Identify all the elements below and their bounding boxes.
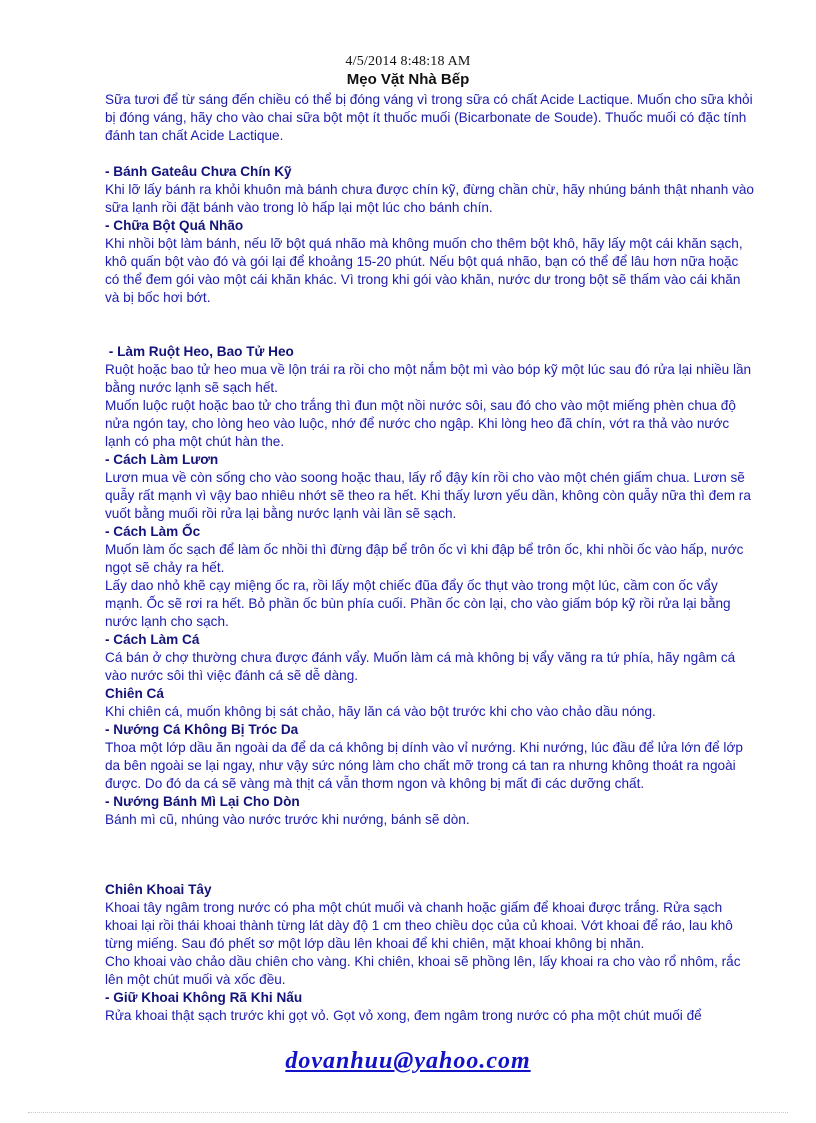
document-title: Mẹo Vặt Nhà Bếp bbox=[346, 71, 470, 88]
section-paragraph-khoai-tay-2: Cho khoai vào chảo dầu chiên cho vàng. Khi chiên, khoai sẽ phồng lên, lấy khoai ra cho vào rổ nhôm, rắc lên một chút muối và xốc đều. bbox=[105, 954, 741, 987]
section-paragraph-oc-1: Muốn làm ốc sạch để làm ốc nhồi thì đừng đập bể trôn ốc vì khi đập bể trôn ốc, khi nhồi ốc vào hấp, nước ngọt sẽ chảy ra hết. bbox=[105, 542, 744, 575]
document-date: 4/5/2014 8:48:18 AM bbox=[345, 54, 471, 69]
section-heading-bot-nhao: - Chữa Bột Quá Nhão bbox=[105, 218, 244, 233]
section-heading-lam-ca: - Cách Làm Cá bbox=[105, 632, 200, 647]
section-heading-giu-khoai: - Giữ Khoai Không Rã Khi Nấu bbox=[105, 990, 303, 1005]
section-paragraph-oc-2: Lấy dao nhỏ khẽ cạy miệng ốc ra, rồi lấy một chiếc đũa đẩy ốc thụt vào trong một lúc, cầm con ốc vẩy mạnh. Ốc sẽ rơi ra hết. Bỏ phần ốc bùn phía cuối. Phần ốc còn lại, cho vào giấm bóp kỹ rồi rửa lại bằng nước lạnh cho sạch. bbox=[105, 578, 731, 629]
section-paragraph-chien-ca: Khi chiên cá, muốn không bị sát chảo, hãy lăn cá vào bột trước khi cho vào chảo dầu nóng. bbox=[105, 704, 656, 719]
section-paragraph-nuong-ca: Thoa một lớp dầu ăn ngoài da để da cá không bị dính vào vỉ nướng. Khi nướng, lúc đầu để lửa lớn để lớp da bên ngoài se lại ngay, như vậy sức nóng làm cho chất mỡ trong cá tan ra nhưng không thoát ra ngoài được. Do đó da cá sẽ vàng mà thịt cá vẫn thơm ngon và không bị mất đi các dưỡng chất. bbox=[105, 740, 743, 791]
intro-paragraph: Sữa tươi để từ sáng đến chiều có thể bị đóng váng vì trong sữa có chất Acide Lactique. Muốn cho sữa khỏi bị đóng váng, hãy cho vào chai sữa bột một ít thuốc muối (Bicarbonate de Soude). Thuốc muối có đặc tính đánh tan chất Acide Lactique. bbox=[105, 92, 753, 143]
section-heading-gateau: - Bánh Gateâu Chưa Chín Kỹ bbox=[105, 164, 292, 179]
section-heading-luon: - Cách Làm Lươn bbox=[105, 452, 219, 467]
section-heading-oc: - Cách Làm Ốc bbox=[105, 524, 201, 539]
section-paragraph-lam-ca: Cá bán ở chợ thường chưa được đánh vẩy. Muốn làm cá mà không bị vẩy văng ra tứ phía, hãy ngâm cá vào nước sôi thì việc đánh cá sẽ dễ dàng. bbox=[105, 650, 736, 683]
section-paragraph-ruot-heo-1: Ruột hoặc bao tử heo mua về lộn trái ra rồi cho một nắm bột mì vào bóp kỹ một lúc sau đó rửa lại nhiều lần bằng nước lạnh sẽ sạch hết. bbox=[105, 362, 752, 395]
footer-email-link[interactable]: dovanhuu@yahoo.com bbox=[285, 1048, 531, 1074]
section-heading-khoai-tay: Chiên Khoai Tây bbox=[105, 882, 212, 897]
section-heading-banh-mi: - Nướng Bánh Mì Lại Cho Dòn bbox=[105, 794, 300, 809]
section-paragraph-khoai-tay-1: Khoai tây ngâm trong nước có pha một chút muối và chanh hoặc giấm để khoai được trắng. Rửa sạch khoai lại rồi thái khoai thành từng lát dày độ 1 cm theo chiều dọc của củ khoai. Vớt khoai để ráo, lau khô từng miếng. Sau đó phết sơ một lớp dầu lên khoai để khi chiên, mặt khoai không bị nhăn. bbox=[105, 900, 733, 951]
document-body bbox=[105, 91, 755, 1025]
section-paragraph-gateau: Khi lỡ lấy bánh ra khỏi khuôn mà bánh chưa được chín kỹ, đừng chần chừ, hãy nhúng bánh thật nhanh vào sữa lạnh rồi đặt bánh vào trong lò hấp lại một lúc cho bánh chín. bbox=[105, 182, 754, 215]
section-paragraph-bot-nhao: Khi nhồi bột làm bánh, nếu lỡ bột quá nhão mà không muốn cho thêm bột khô, hãy lấy một cái khăn sạch, khô quấn bột vào đó và gói lại để khoảng 15-20 phút. Nếu bột quá nhão, bạn có thể để lâu hơn nữa hoặc có thể đem gói vào một cái khăn khác. Vì trong khi gói vào khăn, nước dư trong bột sẽ thấm vào cái khăn và bị bốc hơi bớt. bbox=[105, 236, 743, 305]
section-paragraph-giu-khoai: Rửa khoai thật sạch trước khi gọt vỏ. Gọt vỏ xong, đem ngâm trong nước có pha một chút muối để bbox=[105, 1008, 702, 1023]
page-bottom-divider bbox=[28, 1112, 788, 1113]
section-heading-ruot-heo: - Làm Ruột Heo, Bao Tử Heo bbox=[105, 344, 294, 359]
section-heading-nuong-ca: - Nướng Cá Không Bị Tróc Da bbox=[105, 722, 299, 737]
section-paragraph-ruot-heo-2: Muốn luộc ruột hoặc bao tử cho trắng thì đun một nồi nước sôi, sau đó cho vào một miếng phèn chua độ nửa ngón tay, cho lòng heo vào luộc, nhớ để nước cho ngập. Khi lòng heo đã chín, vớt ra thả vào nước lạnh có pha một chút hàn the. bbox=[105, 398, 736, 449]
section-heading-chien-ca: Chiên Cá bbox=[105, 686, 164, 701]
section-paragraph-banh-mi: Bánh mì cũ, nhúng vào nước trước khi nướng, bánh sẽ dòn. bbox=[105, 812, 470, 827]
section-paragraph-luon: Lươn mua về còn sống cho vào soong hoặc thau, lấy rổ đậy kín rồi cho vào một chén giấm chua. Lươn sẽ quẫy rất mạnh vì vậy bao nhiêu nhớt sẽ theo ra hết. Khi thấy lươn yếu dần, không còn quẫy nữa thì đem ra vuốt bằng muối rồi rửa lại bằng nước lạnh vài lần sẽ sạch. bbox=[105, 470, 751, 521]
